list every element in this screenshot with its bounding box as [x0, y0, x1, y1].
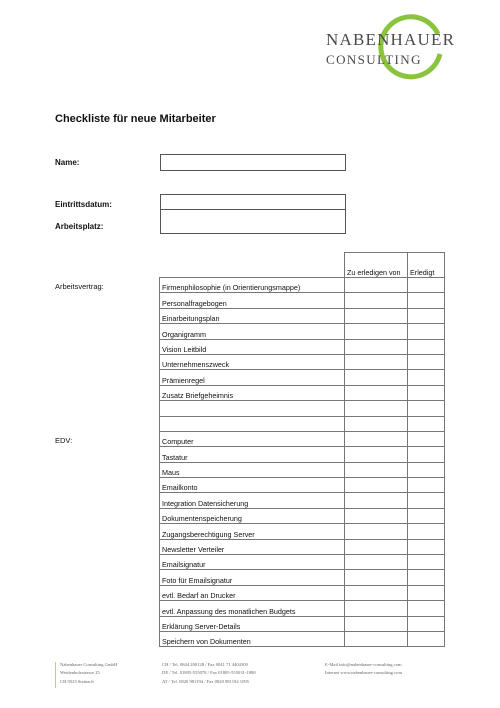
checklist-item-label: Organigramm — [160, 324, 345, 339]
assigned-to-cell[interactable] — [345, 370, 408, 385]
table-row — [160, 539, 445, 554]
checklist-item-label: Firmenphilosophie (in Orientierungsmappe) — [160, 278, 345, 293]
table-row — [160, 293, 445, 308]
checklist-item-label: Emailkonto — [160, 478, 345, 493]
checklist-item-label: Speichern von Dokumenten — [160, 631, 345, 646]
assigned-to-cell[interactable] — [345, 478, 408, 493]
table-row — [160, 385, 445, 400]
done-cell[interactable] — [408, 339, 445, 354]
done-cell[interactable] — [408, 601, 445, 616]
checklist-item-label: Newsletter Verteiler — [160, 539, 345, 554]
assigned-to-cell[interactable] — [345, 462, 408, 477]
done-cell[interactable] — [408, 524, 445, 539]
workplace-field[interactable] — [160, 209, 346, 234]
assigned-to-cell[interactable] — [345, 508, 408, 523]
assigned-to-cell[interactable] — [345, 293, 408, 308]
done-cell[interactable] — [408, 385, 445, 400]
checklist-item-label: Prämienregel — [160, 370, 345, 385]
section-label-employment-contract: Arbeitsvertrag: — [55, 282, 104, 291]
column-header-done: Erledigt — [408, 253, 445, 278]
done-cell[interactable] — [408, 324, 445, 339]
assigned-to-cell[interactable] — [345, 324, 408, 339]
table-row — [160, 493, 445, 508]
assigned-to-cell[interactable] — [345, 493, 408, 508]
checklist-item-label: Personalfragebogen — [160, 293, 345, 308]
header-spacer — [160, 253, 345, 278]
done-cell[interactable] — [408, 585, 445, 600]
done-cell[interactable] — [408, 370, 445, 385]
footer-text: CH / Tel. 0844 200128 / Fax 0041 71 4404309 — [162, 662, 248, 667]
table-row — [160, 370, 445, 385]
done-cell[interactable] — [408, 555, 445, 570]
done-cell[interactable] — [408, 508, 445, 523]
table-row — [160, 462, 445, 477]
done-cell[interactable] — [408, 293, 445, 308]
table-row — [160, 508, 445, 523]
checklist-item-label: Unternehmenszweck — [160, 354, 345, 369]
footer-text: AT / Tel. 0820 981194 / Fax 0820 981194 1095 — [162, 678, 249, 684]
assigned-to-cell[interactable] — [345, 278, 408, 293]
footer-address — [60, 661, 117, 686]
checklist-item-label: evtl. Anpassung des monatlichen Budgets — [160, 601, 345, 616]
checklist-table — [159, 252, 445, 647]
company-logo — [318, 12, 468, 74]
column-header-assigned-to: Zu erledigen von — [345, 253, 408, 278]
table-row — [160, 401, 445, 416]
assigned-to-cell[interactable] — [345, 555, 408, 570]
checklist-item-label: Maus — [160, 462, 345, 477]
assigned-to-cell[interactable] — [345, 601, 408, 616]
assigned-to-cell[interactable] — [345, 385, 408, 400]
done-cell[interactable] — [408, 616, 445, 631]
name-label: Name: — [55, 158, 80, 167]
table-row — [160, 278, 445, 293]
footer-text: CH 9523 Steinach — [60, 678, 94, 684]
name-field[interactable] — [160, 154, 346, 171]
done-cell[interactable] — [408, 354, 445, 369]
section-label-it: EDV: — [55, 436, 73, 445]
done-cell[interactable] — [408, 431, 445, 446]
table-row — [160, 478, 445, 493]
done-cell[interactable] — [408, 308, 445, 323]
done-cell[interactable] — [408, 493, 445, 508]
footer-contact — [325, 661, 402, 678]
footer-text: DE / Tel. 01805-555078 / Fax 01805-555031-1888 — [162, 670, 256, 676]
footer-divider — [55, 662, 56, 688]
assigned-to-cell[interactable] — [345, 354, 408, 369]
assigned-to-cell[interactable] — [345, 431, 408, 446]
footer-text: Nabenhauer Consulting GmbH — [60, 662, 118, 667]
checklist-item-label: Tastatur — [160, 447, 345, 462]
assigned-to-cell[interactable] — [345, 585, 408, 600]
logo-text-primary: NABENHAUER — [326, 30, 456, 49]
table-row — [160, 354, 445, 369]
assigned-to-cell[interactable] — [345, 631, 408, 646]
assigned-to-cell[interactable] — [345, 401, 408, 416]
table-row — [160, 585, 445, 600]
assigned-to-cell[interactable] — [345, 308, 408, 323]
assigned-to-cell[interactable] — [345, 339, 408, 354]
assigned-to-cell[interactable] — [345, 570, 408, 585]
checklist-item-label: Integration Datensicherung — [160, 493, 345, 508]
done-cell[interactable] — [408, 631, 445, 646]
checklist-item-label: Erklärung Server-Details — [160, 616, 345, 631]
done-cell[interactable] — [408, 539, 445, 554]
logo-text-secondary: CONSULTING — [326, 52, 422, 67]
checklist-item-label: Zusatz Briefgeheimnis — [160, 385, 345, 400]
footer-text: E-Mail info@nabenhauer-consulting.com — [325, 662, 402, 667]
done-cell[interactable] — [408, 416, 445, 431]
checklist-item-label: Einarbeitungsplan — [160, 308, 345, 323]
start-date-field[interactable] — [160, 194, 346, 210]
checklist-item-label: Computer — [160, 431, 345, 446]
assigned-to-cell[interactable] — [345, 524, 408, 539]
assigned-to-cell[interactable] — [345, 616, 408, 631]
assigned-to-cell[interactable] — [345, 539, 408, 554]
table-row — [160, 431, 445, 446]
table-row — [160, 616, 445, 631]
footer-phone — [162, 661, 256, 686]
footer-text: Internet www.nabenhauer-consulting.com — [325, 670, 403, 676]
checklist-item-label: Foto für Emailsignatur — [160, 570, 345, 585]
table-row — [160, 601, 445, 616]
done-cell[interactable] — [408, 478, 445, 493]
done-cell[interactable] — [408, 278, 445, 293]
table-row — [160, 339, 445, 354]
assigned-to-cell[interactable] — [345, 447, 408, 462]
assigned-to-cell[interactable] — [345, 416, 408, 431]
page-title: Checkliste für neue Mitarbeiter — [55, 113, 216, 125]
checklist-item-label: evtl. Bedarf an Drucker — [160, 585, 345, 600]
checklist-item-label — [160, 416, 345, 431]
table-row — [160, 570, 445, 585]
table-header-row — [160, 253, 445, 278]
table-row — [160, 631, 445, 646]
workplace-label: Arbeitsplatz: — [55, 222, 104, 231]
table-row — [160, 524, 445, 539]
checklist-item-label: Emailsignatur — [160, 555, 345, 570]
checklist-item-label — [160, 401, 345, 416]
done-cell[interactable] — [408, 462, 445, 477]
table-row — [160, 447, 445, 462]
checklist-item-label: Vision Leitbild — [160, 339, 345, 354]
done-cell[interactable] — [408, 401, 445, 416]
start-date-label: Eintrittsdatum: — [55, 200, 112, 209]
checklist-item-label: Zugangsberechtigung Server — [160, 524, 345, 539]
done-cell[interactable] — [408, 447, 445, 462]
table-row — [160, 324, 445, 339]
table-row — [160, 555, 445, 570]
done-cell[interactable] — [408, 570, 445, 585]
footer-text: Weidenholzstrasse 25 — [60, 670, 100, 676]
table-row — [160, 308, 445, 323]
checklist-item-label: Dokumentenspeicherung — [160, 508, 345, 523]
table-row — [160, 416, 445, 431]
